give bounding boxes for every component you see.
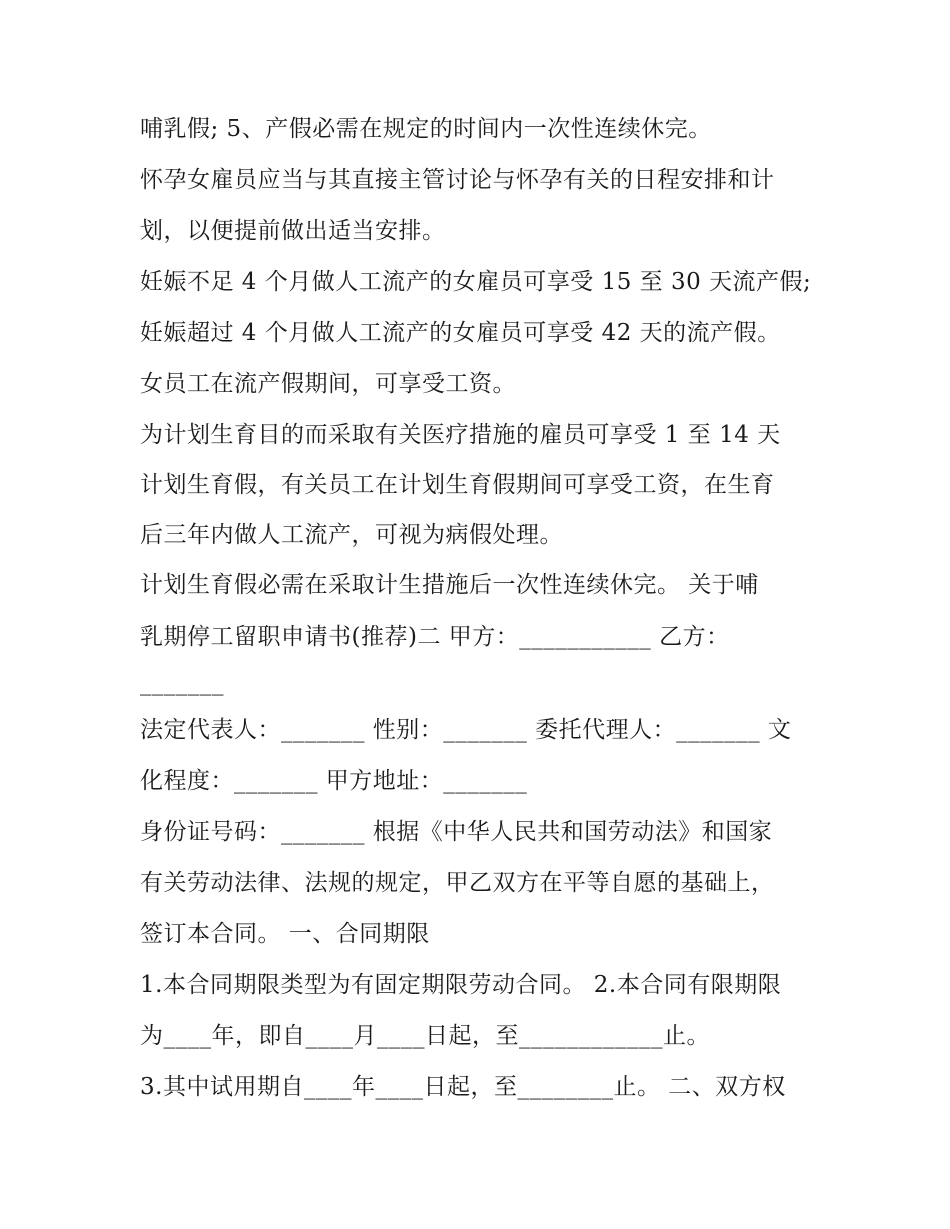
text-line: 为计划生育目的而采取有关医疗措施的雇员可享受 1 至 14 天 [140, 422, 781, 448]
text-line: 计划生育假，有关员工在计划生育假期间可享受工资，在生育 [140, 472, 775, 498]
text-line: 女员工在流产假期间，可享受工资。 [140, 371, 516, 397]
text-line: 乳期停工留职申请书(推荐)二 甲方：___________ 乙方： [140, 624, 730, 650]
text-line: 有关劳动法律、法规的规定，甲乙双方在平等自愿的基础上， [140, 870, 775, 896]
text-line: 计划生育假必需在采取计生措施后一次性连续休完。 关于哺 [140, 572, 759, 598]
text-line: 签订本合同。 一、合同期限 [140, 921, 430, 947]
text-line: 妊娠超过 4 个月做人工流产的女雇员可享受 42 天的流产假。 [140, 320, 781, 346]
text-line: 为____年，即自____月____日起，至____________止。 [140, 1023, 710, 1049]
text-line: 1.本合同期限类型为有固定期限劳动合同。 2.本合同有限期限 [140, 972, 782, 998]
text-line: 怀孕女雇员应当与其直接主管讨论与怀孕有关的日程安排和计 [140, 167, 775, 193]
text-line: 划，以便提前做出适当安排。 [140, 218, 446, 244]
text-line: 化程度：_______ 甲方地址：_______ [140, 768, 528, 794]
text-line: 3.其中试用期自____年____日起，至________止。 二、双方权 [140, 1074, 786, 1100]
text-line: 身份证号码：_______ 根据《中华人民共和国劳动法》和国家 [140, 819, 773, 845]
text-line: 法定代表人：_______ 性别：_______ 委托代理人：_______ 文 [140, 717, 792, 743]
text-line: _______ [140, 670, 224, 696]
text-line: 后三年内做人工流产，可视为病假处理。 [140, 522, 563, 548]
text-line: 妊娠不足 4 个月做人工流产的女雇员可享受 15 至 30 天流产假; [140, 269, 812, 295]
text-line: 哺乳假; 5、产假必需在规定的时间内一次性连续休完。 [140, 116, 712, 142]
